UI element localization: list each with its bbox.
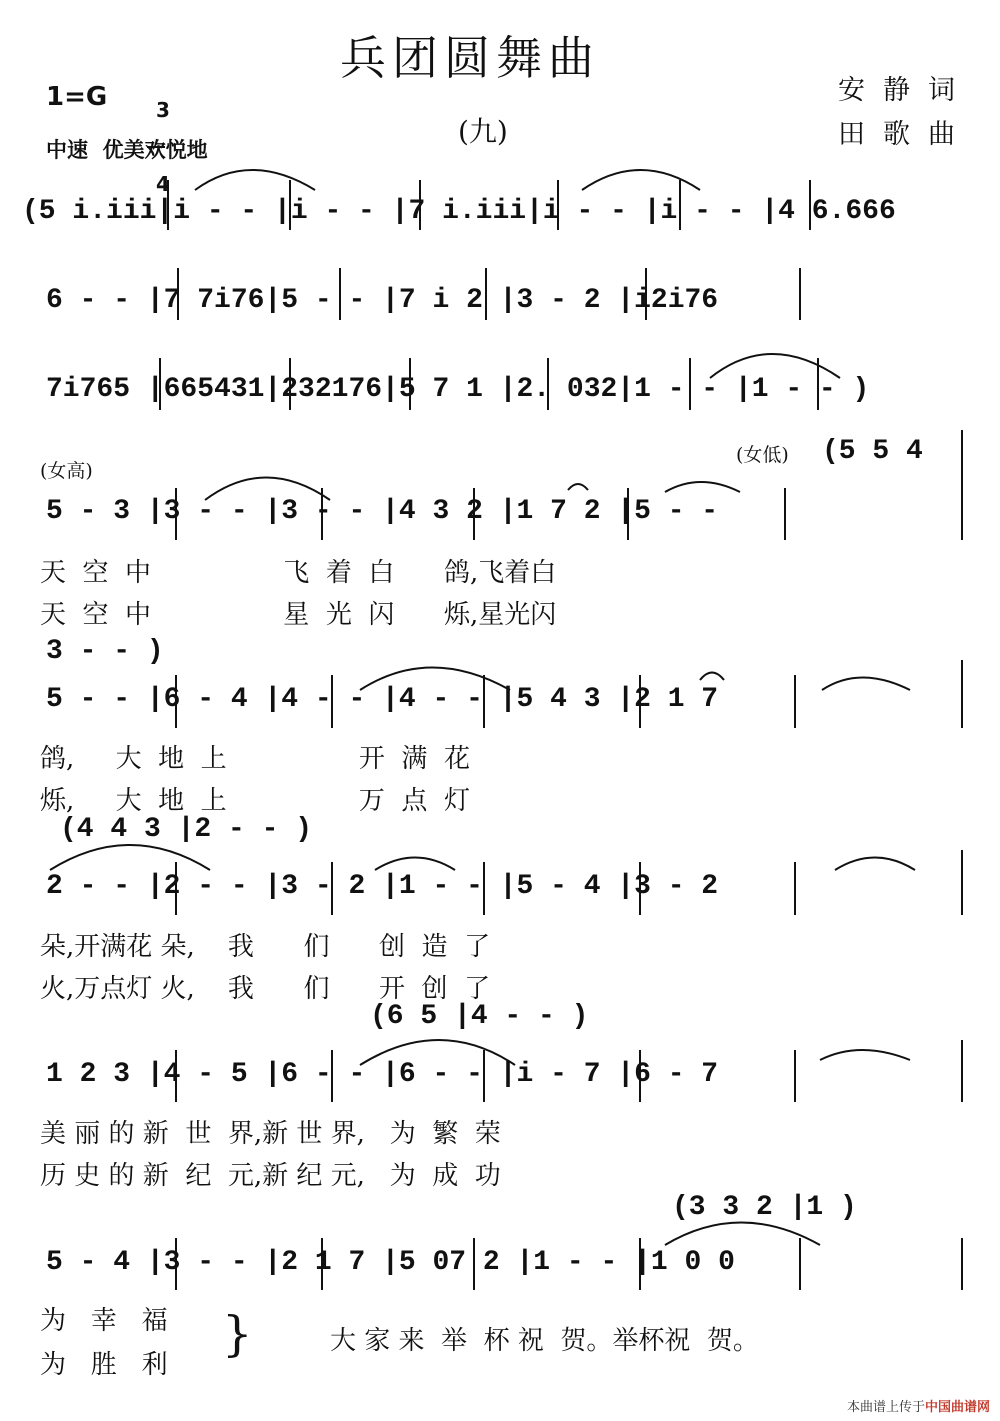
cue-notes: (4 4 3 |2 - - )	[60, 814, 313, 845]
intro-line-2: 6 - - |7 7i76|5 - - |7 i 2 |3 - 2 |i2i76	[46, 285, 719, 316]
uploader-text: 本曲谱上传于	[846, 1400, 925, 1415]
lyric-verse-2: 历 史 的 新 纪 元,新 纪 元, 为 成 功	[40, 1161, 501, 1191]
cue-notes: 3 - - )	[46, 636, 164, 667]
melody-line: 5 - - |6 - 4 |4 - - |4 - - |5 4 3 |2 1 7	[46, 684, 719, 715]
intro-line-1: (5 i.iii|i - - |i - - |7 i.iii|i - - |i - - |4 6.666	[22, 196, 896, 227]
song-serial: (九)	[458, 115, 508, 148]
lyric-brace: }	[222, 1306, 253, 1362]
melody-line: 5 - 3 |3 - - |3 - - |4 3 2 |1 7 2 |5 - -	[46, 496, 719, 527]
lyric-verse-2: 天 空 中 星 光 闪 烁,星光闪	[40, 600, 557, 630]
lyric-verse-1: 鸽, 大 地 上 开 满 花	[40, 744, 470, 774]
melody-line: 1 2 3 |4 - 5 |6 - - |6 - - |i - 7 |6 - 7	[46, 1059, 719, 1090]
cue-notes: (6 5 |4 - - )	[370, 1001, 589, 1032]
composer-credit: 田歌曲	[838, 119, 973, 150]
melody-line: 5 - 4 |3 - - |2 1 7 |5 07 2 |1 - - |1 0 0	[46, 1247, 735, 1278]
part-label-lower: (女低)	[736, 444, 789, 466]
lyric-verse-1: 美 丽 的 新 世 界,新 世 界, 为 繁 荣	[40, 1119, 501, 1149]
meter-bottom: 4	[155, 172, 170, 196]
meter-top: 3	[155, 98, 170, 122]
key-signature: 1=G	[46, 82, 108, 112]
lyric-verse-1: 天 空 中 飞 着 白 鸽,飞着白	[40, 558, 557, 588]
tempo-marking: 中速 优美欢悦地	[46, 138, 208, 162]
song-title: 兵团圆舞曲	[340, 31, 600, 85]
site-watermark	[847, 1396, 990, 1415]
cue-notes: (3 3 2 |1 )	[672, 1192, 857, 1223]
lyric-verse-2: 为 胜 利	[40, 1350, 168, 1380]
lyric-verse-1: 为 幸 福	[40, 1306, 168, 1336]
site-name: 中国曲谱网	[924, 1400, 990, 1415]
cue-notes: (5 5 4	[822, 436, 923, 467]
intro-line-3: 7i765 |665431|232176|5 7 1 |2. 032|1 - - |1 - - )	[46, 374, 870, 405]
lyric-verse-2: 烁, 大 地 上 万 点 灯	[40, 786, 470, 816]
melody-line: 2 - - |2 - - |3 - 2 |1 - - |5 - 4 |3 - 2	[46, 871, 719, 902]
lyricist-credit: 安静词	[838, 75, 973, 106]
lyric-verse-1: 朵,开满花 朵, 我 们 创 造 了	[40, 932, 491, 962]
lyric-verse-2: 火,万点灯 火, 我 们 开 创 了	[40, 974, 491, 1004]
part-label-upper: (女高)	[40, 460, 93, 482]
lyric-shared: 大 家 来 举 杯 祝 贺。举杯祝 贺。	[330, 1326, 759, 1356]
